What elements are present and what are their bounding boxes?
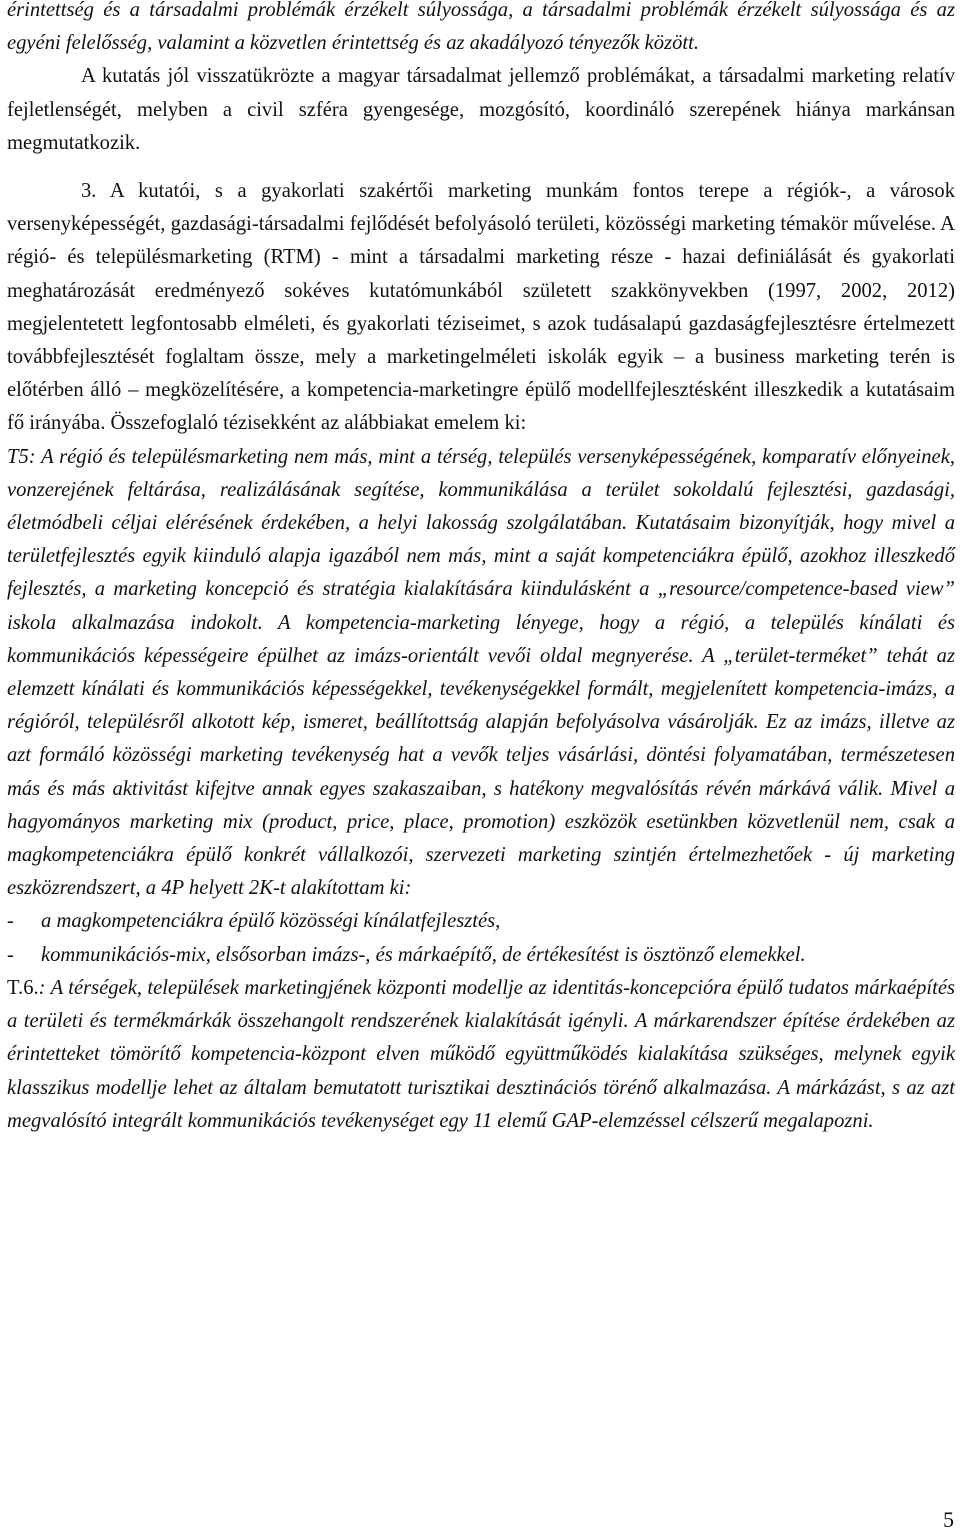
thesis-t5-paragraph — [7, 441, 955, 906]
list-item-text: a magkompetenciákra épülő közösségi kínálatfejlesztés, — [41, 910, 501, 933]
intro-italic-text: érintettség és a társadalmi problémák érzékelt súlyossága, a társadalmi problémák érzékelt súlyossága és az egyéni felelősség, valamint a közvetlen érintettség és az akadályozó tényezők között. — [7, 0, 955, 55]
document-body — [7, 0, 955, 1138]
list-item-text: kommunikációs-mix, elsősorban imázs-, és márkaépítő, de értékesítést is ösztönző elemekkel. — [41, 943, 806, 966]
section-3-paragraph: 3. A kutatói, s a gyakorlati szakértői marketing munkám fontos terepe a régiók-, a városok versenyképességét, gazdasági-társadalmi fejlődését befolyásoló területi, közösségi marketing témakör művelése. A régió- és településmarketing (RTM) - mint a társadalmi marketing része - hazai definiálását és gyakorlati meghatározását eredményező sokéves kutatómunkából született szakkönyvekben (1997, 2002, 2012) megjelentetett legfontosabb elméleti, és gyakorlati téziseimet, s azok tudásalapú gazdaságfejlesztésre értelmezett továbbfejlesztését foglaltam össze, mely a marketingelméleti iskolák egyik – a business marketing terén is előtérben álló – megközelítésére, a kompetencia-marketingre épülő modellfejlesztésként illeszkedik a kutatásaim fő irányába. Összefoglaló tézisekként az alábbiakat emelem ki: — [7, 180, 955, 435]
kutatas-paragraph: A kutatás jól visszatükrözte a magyar társadalmat jellemző problémákat, a társadalmi marketing relatív fejletlenségét, melyben a civil szféra gyengesége, mozgósító, koordináló szerepének hiánya markánsan megmutatkozik. — [7, 65, 955, 154]
page-number: 5 — [943, 1507, 954, 1532]
thesis-t6-paragraph — [7, 972, 955, 1138]
thesis-t5-text: T5: A régió és településmarketing nem más, mint a térség, település versenyképességének, komparatív előnyeinek, vonzerejének feltárása, realizálásának segítése, kommunikálása a terület sokoldalú fejlesztési, gazdasági, életmódbeli céljai elérésének érdekében, a helyi lakosság szolgálatában. Kutatásaim bizonyítják, hogy mivel a területfejlesztés egyik kiinduló alapja igazából nem más, mint a saját kompetenciákra épülő, azokhoz illeszkedő fejlesztés, a marketing koncepció és stratégia kialakítására kiindulásként a „resource/competence-based view” iskola alkalmazása indokolt. A kompetencia-marketing lényege, hogy a régió, a település kínálati és kommunikációs képességeire épülhet az imázs-orientált vevői oldal megnyerése. A „terület-terméket” tehát az elemzett kínálati és kommunikációs képességekkel, tevékenységekkel formált, megjelenített kompetencia-imázs, a régióról, településről alkotott kép, ismeret, beállítottság alapján befolyásolva vásárolják. Ez az imázs, illetve az azt formáló közösségi marketing tevékenység hat a vevők teljes vásárlási, döntési folyamatában, természetesen más és más aktivitást kifejtve annak egyes szakaszaiban, s hatékony megvalósítás révén márkává válik. Mivel a hagyományos marketing mix (product, price, place, promotion) eszközök esetünkben közvetlenül nem, csak a magkompetenciákra épülő konkrét vállalkozói, szervezeti marketing szintjén értelmezhetőek - új marketing eszközrendszert, a 4P helyett 2K-t alakítottam ki: — [7, 445, 955, 900]
intro-italic-paragraph — [7, 0, 955, 60]
thesis-t6-label: T.6. — [7, 976, 39, 999]
list-dash: - — [7, 943, 14, 966]
list-item — [7, 939, 955, 972]
list-dash: - — [7, 910, 14, 933]
paragraph-gap — [7, 160, 955, 175]
thesis-t6-text: : A térségek, települések marketingjének központi modellje az identitás-koncepcióra épülő tudatos márkaépítés a területi és termékmárkák összehangolt rendszerének kialakítását igényli. A márkarendszer építése érdekében az érintetteket tömörítő kompetencia-központ elven működő együttműködés kialakítása szükséges, melynek egyik klasszikus modellje lehet az általam bemutatott turisztikai desztinációs törénő alkalmazása. A márkázást, s az azt megvalósító integrált kommunikációs tevékenységet egy 11 elemű GAP-elemzéssel célszerű megalapozni. — [7, 976, 955, 1132]
list-item — [7, 905, 955, 938]
